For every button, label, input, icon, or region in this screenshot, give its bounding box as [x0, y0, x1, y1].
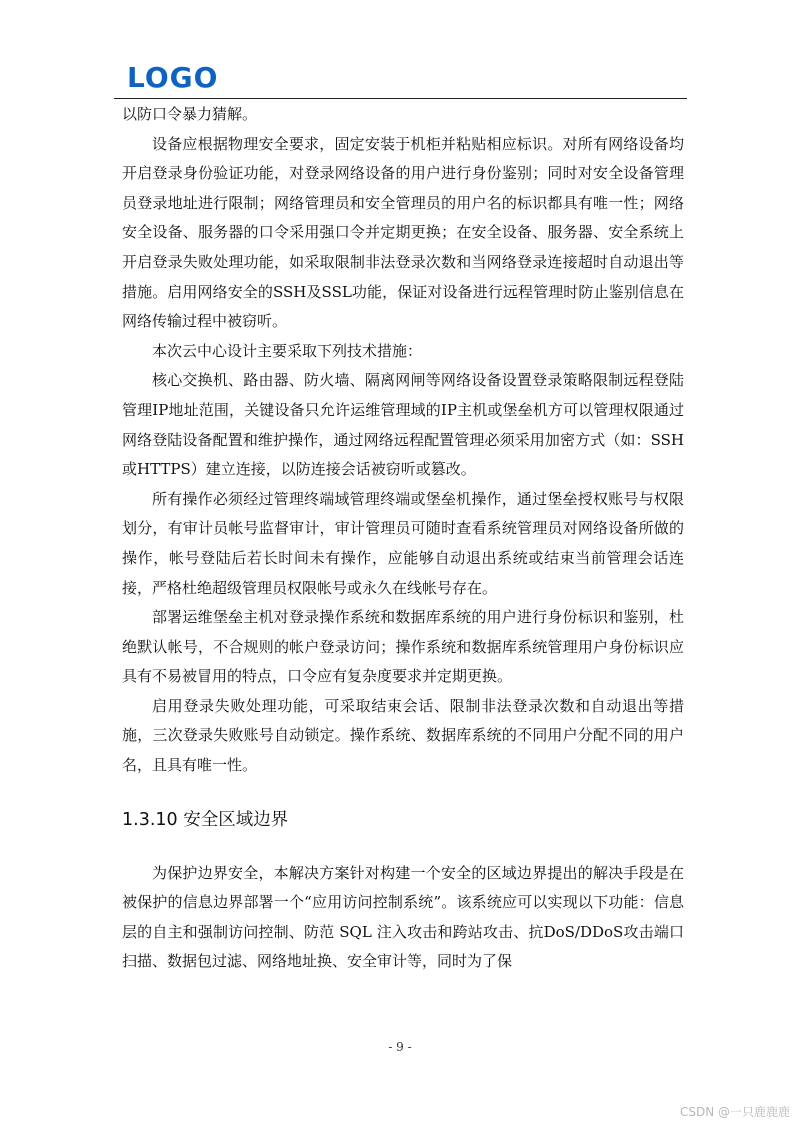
- paragraph: 核心交换机、路由器、防火墙、隔离网闸等网络设备设置登录策略限制远程登陆管理IP地址范围，关键设备只允许运维管理域的IP主机或堡垒机方可以管理权限通过网络登陆设备配置和维护操作，通过网络远程配置管理必须采用加密方式（如：SSH或HTTPS）建立连接，以防连接会话被窃听或篡改。: [122, 371, 684, 479]
- paragraph: 启用登录失败处理功能，可采取结束会话、限制非法登录次数和自动退出等措施，三次登录失败账号自动锁定。操作系统、数据库系统的不同用户分配不同的用户名，且具有唯一性。: [122, 696, 684, 775]
- paragraph: 所有操作必须经过管理终端域管理终端或堡垒机操作，通过堡垒授权账号与权限划分，有审计员帐号监督审计，审计管理员可随时查看系统管理员对网络设备所做的操作，帐号登陆后若长时间未有操作，应能够自动退出系统或结束当前管理会话连接，严格杜绝超级管理员权限帐号或永久在线帐号存在。: [122, 489, 684, 597]
- paragraph: 部署运维堡垒主机对登录操作系统和数据库系统的用户进行身份标识和鉴别，杜绝默认帐号，不合规则的帐户登录访问；操作系统和数据库系统管理用户身份标识应具有不易被冒用的特点，口令应有复杂度要求并定期更换。: [122, 608, 684, 686]
- paragraph: 本次云中心设计主要采取下列技术措施：: [152, 341, 423, 360]
- paragraph: 设备应根据物理安全要求，固定安装于机柜并粘贴相应标识。对所有网络设备均开启登录身份验证功能，对登录网络设备的用户进行身份鉴别；同时对安全设备管理员登录地址进行限制；网络管理员和安全管理员的用户名的标识都具有唯一性；网络安全设备、服务器的口令采用强口令并定期更换；在安全设备、服务器、安全系统上开启登录失败处理功能，如采取限制非法登录次数和当网络登录连接超时自动退出等措施。启用网络安全的SSH及SSL功能，保证对设备进行远程管理时防止鉴别信息在网络传输过程中被窃听。: [122, 134, 684, 331]
- page-number: - 9 -: [388, 1040, 412, 1054]
- document-body: [122, 100, 684, 977]
- paragraph: 为保护边界安全，本解决方案针对构建一个安全的区域边界提出的解决手段是在被保护的信息边界部署一个“应用访问控制系统”。该系统应可以实现以下功能：信息层的自主和强制访问控制、防范 SQL 注入攻击和跨站攻击、抗DoS/DDoS攻击端口扫描、数据包过滤、网络地址换、安全审计等，同时为了保: [122, 863, 684, 971]
- company-logo: LOGO: [127, 61, 219, 94]
- section-heading: 1.3.10 安全区域边界: [122, 809, 289, 830]
- paragraph: 以防口令暴力猜解。: [122, 105, 258, 123]
- watermark: CSDN @一只鹿鹿鹿: [679, 1105, 790, 1119]
- header-divider: [114, 98, 687, 99]
